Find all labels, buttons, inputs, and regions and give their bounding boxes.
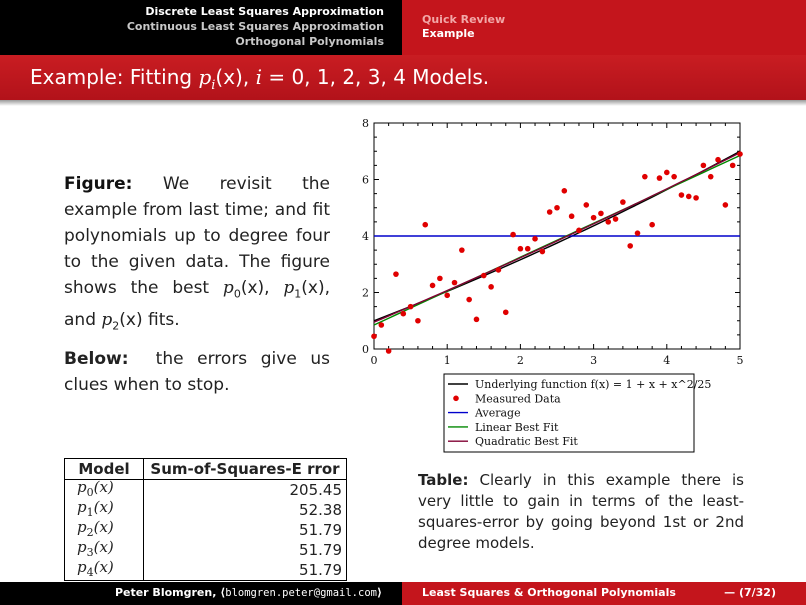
data-point [649,222,655,228]
data-point [525,246,531,252]
legend-label: Underlying function f(x) = 1 + x + x^2/25 [475,378,712,391]
data-point [642,174,648,180]
data-point [583,202,589,208]
table-label: Table: [418,471,469,489]
data-point [415,318,421,324]
figure-label: Figure: [64,174,133,194]
data-point [613,216,619,222]
data-point [693,195,699,201]
data-point [620,199,626,205]
data-point [371,333,377,339]
data-point [532,236,538,242]
data-point [708,174,714,180]
data-point [379,322,385,328]
data-point [686,194,692,200]
col-model-header: Model [65,459,144,480]
below-description: Below: the errors give us clues when to stop. [64,349,330,395]
nav-quick-review[interactable]: Quick Review [422,13,506,26]
nav-discrete-least-squares[interactable]: Discrete Least Squares Approximation [145,5,384,18]
data-point [635,230,641,236]
data-point [547,209,553,215]
x-tick-label: 3 [590,354,598,367]
data-point [459,247,465,253]
y-tick-label: 0 [362,343,369,356]
data-point [591,215,597,221]
data-point [723,202,729,208]
table-caption: Table: Clearly in this example there is very little to gain in terms of the least-squares-error by going beyond 1st or 2nd degree models. [418,471,744,552]
table-row: $p_1(x)$ 52.38 [65,500,347,520]
data-point [664,170,670,176]
footer-bar [0,582,806,605]
data-point [503,309,509,315]
nav-continuous-least-squares[interactable]: Continuous Least Squares Approximation [126,20,384,33]
data-point [466,297,472,303]
data-point [598,211,604,217]
data-point [701,163,707,169]
x-tick-label: 0 [370,354,378,367]
figure-description: Figure: We revisit the example from last time; and fit polynomials up to degree four to the given data. The figure shows the best $p_0(x)$, $p_1(x)$, and $p_2(x)$ fits. [64,174,330,333]
legend-label: Average [475,406,521,420]
y-tick-label: 4 [362,230,369,243]
slide-title: Example: Fitting $p_i(x)$, i = 0, 1, 2, 3, 4 Models. [30,65,490,93]
data-point [627,243,633,249]
legend-marker [453,396,459,402]
data-point [510,232,516,238]
x-tick-label: 5 [736,354,744,367]
table-row: $p_3(x)$ 51.79 [65,540,347,560]
legend-label: Measured Data [475,392,561,406]
data-point [715,157,721,163]
data-point [671,174,677,180]
nav-example[interactable]: Example [422,27,475,40]
data-point [437,276,443,282]
data-point [408,304,414,310]
data-point [540,249,546,255]
data-point [496,267,502,273]
data-point [737,151,743,157]
legend-label: Quadratic Best Fit [475,435,578,449]
data-point [562,188,568,194]
data-point [605,219,611,225]
data-point [422,222,428,228]
data-point [400,311,406,317]
nav-orthogonal-polynomials[interactable]: Orthogonal Polynomials [235,35,384,48]
table-row: $p_4(x)$ 51.79 [65,560,347,581]
y-tick-label: 6 [362,173,369,187]
data-point [554,205,560,211]
footer-right [402,582,806,605]
below-label: Below: [64,349,129,369]
data-point [386,348,392,354]
data-point [679,192,685,198]
y-tick-label: 2 [362,286,369,300]
data-point [730,163,736,169]
footer-author: Peter Blomgren, ⟨blomgren.peter@gmail.com⟩ [114,586,382,599]
legend-label: Linear Best Fit [475,420,559,434]
y-tick-label: 8 [362,117,369,130]
table-row: $p_0(x)$ 205.45 [65,480,347,501]
table-row: $p_2(x)$ 51.79 [65,520,347,540]
data-point [481,273,487,279]
col-error-header: Sum-of-Squares-E rror [144,459,347,480]
data-point [430,283,436,289]
footer-page-number: — (7/32) [724,586,776,599]
footer-title: Least Squares & Orthogonal Polynomials [422,586,676,599]
footer-left [0,582,402,605]
data-point [518,246,524,252]
data-point [488,284,494,290]
data-point [393,271,399,277]
data-point [569,213,575,219]
data-point [444,293,450,299]
x-tick-label: 2 [516,354,524,367]
data-point [474,317,480,323]
data-point [576,228,582,234]
data-point [657,175,663,181]
x-tick-label: 1 [443,354,451,367]
x-tick-label: 4 [663,354,671,367]
chart-legend [444,374,711,452]
data-point [452,280,458,286]
